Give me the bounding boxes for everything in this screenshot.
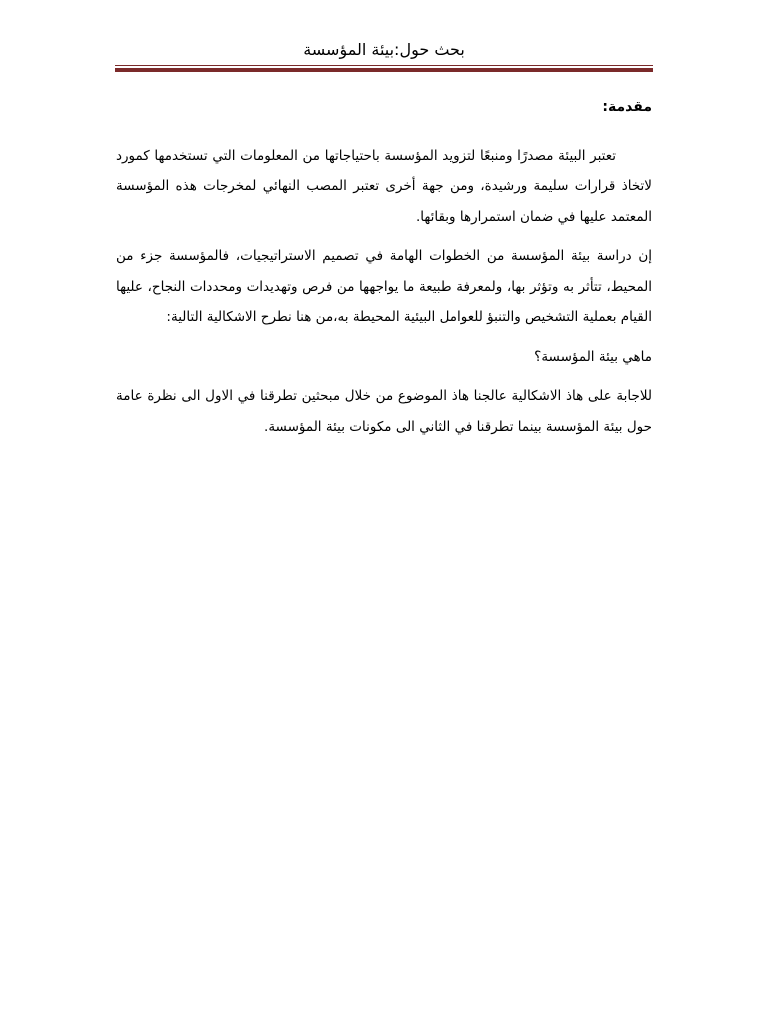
header-rule-thin	[115, 65, 653, 66]
paragraph-study: إن دراسة بيئة المؤسسة من الخطوات الهامة في تصميم الاستراتيجيات، فالمؤسسة جزء من المحيط، تتأثر به وتؤثر بها، ولمعرفة طبيعة ما يواجهها من فرص وتهديدات ومحددات النجاح، عليها القيام بعملية التشخيص والتنبؤ للعوامل البيئية المحيطة به،من هنا نطرح الاشكالية التالية:	[116, 248, 652, 325]
paragraph-intro: تعتبر البيئة مصدرًا ومنبعًا لتزويد المؤسسة باحتياجاتها من المعلومات التي تستخدمها كمورد لاتخاذ قرارات سليمة ورشيدة، ومن جهة أخرى تعتبر المصب النهائي لمخرجات هذه المؤسسة المعتمد عليها في ضمان استمرارها وبقائها.	[116, 147, 652, 225]
header-rule-thick	[115, 68, 653, 72]
page-header-title: بحث حول:بيئة المؤسسة	[303, 40, 465, 59]
document-body	[116, 92, 652, 451]
research-question: ماهي بيئة المؤسسة؟	[534, 348, 652, 365]
section-heading: مقدمة:	[602, 99, 652, 115]
paragraph-plan: للاجابة على هاذ الاشكالية عالجنا هاذ الموضوع من خلال مبحثين تطرقنا في الاول الى نظرة عامة حول بيئة المؤسسة بينما تطرقنا في الثاني الى مكونات بيئة المؤسسة.	[116, 388, 652, 435]
